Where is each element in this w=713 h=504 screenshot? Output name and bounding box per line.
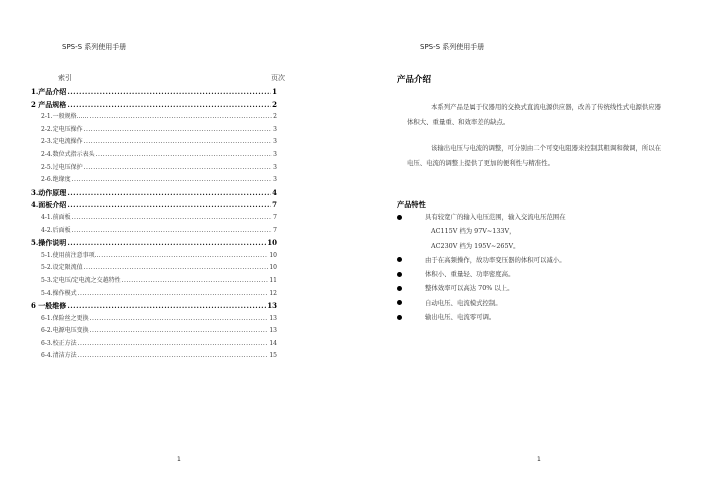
toc-leader-dots: [67, 199, 271, 212]
toc-leader-dots: [122, 275, 269, 288]
toc-entry-page: 13: [269, 327, 277, 335]
toc-index-label: 索引: [58, 74, 72, 82]
toc-entry-title: 2 产品规格: [31, 99, 67, 109]
features-title: 产品特性: [397, 200, 426, 209]
toc-entry: [31, 136, 277, 149]
toc-entry-title: 2-4.数位式指示表头: [41, 150, 95, 158]
toc-entry: [31, 262, 277, 275]
feature-list: [397, 210, 677, 324]
feature-text: 输出电压、电流零可调。: [425, 313, 496, 322]
toc-entry-page: 7: [273, 226, 277, 234]
page-number: 1: [537, 456, 541, 463]
feature-item: [397, 253, 677, 267]
toc-entry-title: 6-2.电源电压变换: [41, 327, 89, 335]
toc-leader-dots: [84, 262, 269, 275]
right-page: [357, 0, 713, 504]
toc-entry-title: 5-1.使用前注意事项...: [41, 251, 101, 259]
toc-entry-page: 3: [273, 150, 277, 158]
toc-entry-page: 12: [269, 289, 277, 297]
toc-header: [40, 73, 285, 83]
bullet-icon: [397, 315, 402, 320]
toc-entry-page: 10: [269, 251, 277, 259]
toc-entry: [31, 313, 277, 326]
toc-entry-title: 5-2.设定限流值: [41, 264, 83, 272]
toc-entry-title: 2-5.过电压保护: [41, 163, 83, 171]
toc-entry-title: 2-6.绝缘度: [41, 176, 71, 184]
toc-entry-page: 1: [272, 87, 277, 96]
toc-entry: [31, 225, 277, 238]
toc-entry-page: 10: [269, 264, 277, 272]
feature-subline: AC115V 档为 97V~133V，: [431, 227, 516, 236]
toc-entry-title: 5-4.操作模式: [41, 289, 77, 297]
toc-entry: [31, 325, 277, 338]
bullet-icon: [397, 300, 402, 305]
bullet-icon: [397, 286, 402, 291]
toc-entry-page: 4: [272, 187, 277, 197]
toc-page-label: 页次: [271, 74, 285, 82]
toc-leader-dots: [72, 212, 273, 225]
toc-leader-dots: [90, 313, 269, 326]
running-header: SPS-S 系列使用手册: [62, 43, 127, 51]
toc-entry: [31, 338, 277, 351]
toc-entry-page: 2: [272, 99, 277, 109]
toc-leader-dots: [84, 162, 273, 175]
toc-entry-page: 3: [273, 163, 277, 171]
toc-entry-title: 1.产品介绍: [31, 87, 67, 96]
feature-text: 由于在高频操作，故功率变压器的体积可以减小。: [425, 255, 566, 264]
toc-entry-title: 6-3.校正方法: [41, 339, 77, 347]
toc-entry-title: 2-3.定电流操作: [41, 138, 83, 146]
toc-leader-dots: [84, 124, 273, 137]
feature-text: 具有较宽广的输入电压范围，输入交流电压范围在: [425, 213, 566, 221]
toc-entry: [31, 300, 277, 313]
toc-leader-dots: [67, 300, 266, 313]
toc-leader-dots: [67, 187, 271, 200]
toc-entry-page: 7: [272, 200, 277, 210]
toc-entry-page: 3: [273, 138, 277, 146]
toc-entry: [31, 86, 277, 99]
feature-text: 整体效率可以高达 70% 以上。: [425, 284, 514, 293]
toc-entry-page: 13: [267, 301, 277, 311]
toc-leader-dots: [78, 338, 269, 351]
toc-leader-dots: [101, 250, 268, 263]
feature-item: [397, 296, 677, 310]
feature-item: [397, 281, 677, 295]
toc-entry: [31, 99, 277, 112]
toc-entry: [31, 199, 277, 212]
table-of-contents: [31, 86, 277, 363]
toc-entry: [31, 237, 277, 250]
toc-entry-title: 3.动作原理: [31, 187, 67, 197]
toc-entry-title: 4.面板介绍: [31, 200, 67, 210]
toc-entry-title: 6-1.保险丝之更换: [41, 314, 89, 322]
toc-entry: [31, 275, 277, 288]
toc-entry: [31, 212, 277, 225]
toc-leader-dots: [67, 99, 271, 112]
toc-entry: [31, 162, 277, 175]
toc-entry-page: 10: [267, 238, 277, 248]
toc-entry-title: 4-1.前面板: [41, 213, 71, 221]
toc-entry-title: 5.操作说明: [31, 238, 67, 248]
intro-paragraph: 该输出电压与电流的调整，可分别由二个可变电阻器来控制其粗调和微调，所以在电压、电流的调整上提供了更加的便利性与精准性。: [407, 144, 662, 167]
feature-item: [397, 310, 677, 324]
toc-leader-dots: [78, 350, 269, 363]
toc-entry-title: 6 一般维修: [31, 301, 67, 311]
toc-entry-page: 7: [273, 213, 277, 221]
toc-entry: [31, 250, 277, 263]
toc-entry: [31, 124, 277, 137]
toc-entry-title: 5-3.定电压/定电流之交越特性: [41, 276, 121, 284]
feature-item: [397, 210, 677, 253]
toc-entry-page: 3: [273, 125, 277, 133]
section-title: 产品介绍: [397, 75, 432, 85]
toc-leader-dots: [84, 136, 273, 149]
toc-leader-dots: [72, 225, 273, 238]
toc-leader-dots: [90, 111, 273, 124]
feature-item: [397, 267, 677, 281]
page-number: 1: [177, 456, 181, 463]
toc-entry-title: 6-4.清洁方法: [41, 352, 77, 360]
running-header: SPS-S 系列使用手册: [420, 43, 485, 51]
feature-text: 体积小、重量轻、功率密度高。: [425, 270, 515, 279]
toc-entry-page: 14: [269, 339, 277, 347]
toc-entry-page: 15: [269, 352, 277, 360]
toc-entry-page: 13: [269, 314, 277, 322]
toc-leader-dots: [96, 149, 273, 162]
toc-leader-dots: [67, 86, 271, 99]
left-page: [0, 0, 356, 504]
toc-entry-title: 2-2.定电压操作: [41, 125, 83, 133]
toc-leader-dots: [90, 325, 269, 338]
toc-entry-page: 2: [273, 113, 277, 121]
bullet-icon: [397, 215, 402, 220]
feature-text: 自动电压、电流模式控制。: [425, 298, 502, 307]
toc-leader-dots: [78, 288, 269, 301]
feature-subline: AC230V 档为 195V~265V。: [431, 241, 520, 250]
toc-entry: [31, 149, 277, 162]
toc-entry: [31, 174, 277, 187]
toc-entry: [31, 111, 277, 124]
toc-leader-dots: [67, 237, 266, 250]
toc-entry-title: 4-2.后面板: [41, 226, 71, 234]
toc-entry: [31, 187, 277, 200]
toc-entry: [31, 350, 277, 363]
bullet-icon: [397, 272, 402, 277]
toc-entry-title: 2-1.一般规格……: [41, 113, 89, 121]
intro-paragraph: 本系列产品是属于仪器用的交换式直流电源供应器，改善了传统线性式电源供应器体积大、重量重、和效率差的缺点。: [407, 103, 662, 126]
toc-leader-dots: [72, 174, 273, 187]
toc-entry: [31, 288, 277, 301]
toc-entry-page: 3: [273, 176, 277, 184]
toc-entry-page: 11: [269, 276, 277, 284]
bullet-icon: [397, 257, 402, 262]
